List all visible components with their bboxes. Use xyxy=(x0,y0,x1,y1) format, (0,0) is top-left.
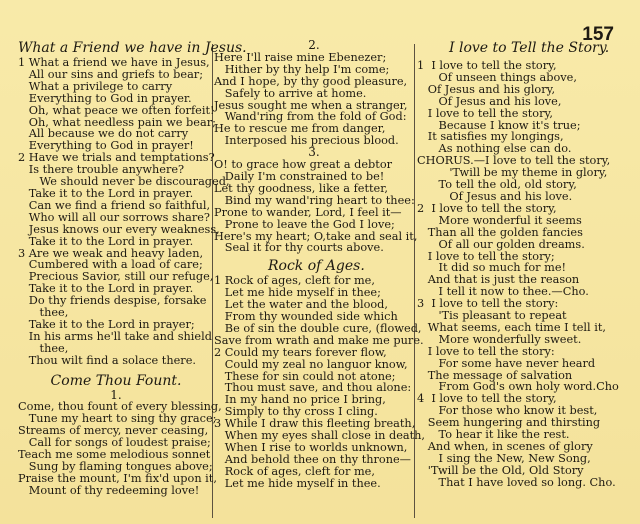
hymn-line: Seem hungering and thirsting xyxy=(417,416,601,430)
hymn-line: What a privilege to carry xyxy=(18,79,173,93)
hymn-line: Seal it for thy courts above. xyxy=(214,241,384,255)
hymn-line: Let thy goodness, like a fetter, xyxy=(214,181,388,195)
hymn-line: CHORUS.—I love to tell the story, xyxy=(417,154,611,168)
hymn-line: 2 Have we trials and temptations? xyxy=(18,151,215,165)
hymn-line: 3 While I draw this fleeting breath, xyxy=(214,417,416,431)
verse-number: 1. xyxy=(110,387,122,402)
hymn-line: Do thy friends despise, forsake xyxy=(18,294,207,308)
hymn-line: Is there trouble anywhere? xyxy=(18,163,185,177)
hymn-line: Let me hide myself in thee. xyxy=(214,476,381,490)
hymn-line: To hear it like the rest. xyxy=(417,428,570,442)
hymn-line: It satisfies my longings, xyxy=(417,130,564,144)
hymn-verses-story xyxy=(417,60,622,489)
hymn-line: In my hand no price I bring, xyxy=(214,393,386,407)
hymn-line: Call for songs of loudest praise; xyxy=(18,436,211,450)
hymn-line: Can we find a friend so faithful, xyxy=(18,198,211,212)
hymn-line: And behold thee on thy throne— xyxy=(214,452,411,466)
hymn-line: Rock of ages, cleft for me, xyxy=(214,464,375,478)
hymn-line: To tell the old, old story, xyxy=(417,178,577,192)
hymn-line: thee, xyxy=(18,341,69,355)
hymn-line: Save from wrath and make me pure. xyxy=(214,333,424,347)
column-divider xyxy=(414,44,415,518)
hymn-line: We should never be discouraged, xyxy=(18,175,230,189)
hymn-line: When I rise to worlds unknown, xyxy=(214,441,408,454)
hymn-line: I sing the New, New Song, xyxy=(417,451,591,465)
column-middle xyxy=(214,38,426,490)
hymn-title-story: I love to Tell the Story. xyxy=(449,40,610,56)
hymn-line: And I hope, by thy good pleasure, xyxy=(214,74,408,88)
hymn-line: Oh, what peace we often forfeit! xyxy=(18,103,215,117)
hymn-line: As nothing else can do. xyxy=(417,142,572,156)
hymn-line: Thou must save, and thou alone: xyxy=(214,381,412,395)
hymn-line: Come, thou fount of every blessing, xyxy=(18,400,222,414)
hymn-line: 'Twill be my theme in glory, xyxy=(417,166,608,180)
hymn-title-fount: Come Thou Fount. xyxy=(50,372,182,389)
hymn-line: Streams of mercy, never ceasing, xyxy=(18,424,209,438)
page-number: 157 xyxy=(582,24,614,45)
hymn-line: From thy wounded side which xyxy=(214,310,398,324)
hymn-line: From God's own holy word.Cho xyxy=(417,380,619,394)
hymn-line: Jesus sought me when a stranger, xyxy=(214,98,408,112)
hymn-line: 4 I love to tell the story, xyxy=(417,392,557,406)
hymn-line: Teach me some melodious sonnet xyxy=(18,448,211,462)
hymn-line: Precious Savior, still our refuge, xyxy=(18,270,214,284)
hymn-line: Here's my heart; O,take and seal it, xyxy=(214,229,418,243)
hymn-line: Daily I'm constrained to be! xyxy=(214,169,385,183)
hymn-line: 1 Rock of ages, cleft for me, xyxy=(214,274,375,288)
hymn-line: Of Jesus and his love. xyxy=(417,189,573,203)
hymn-line: Take it to the Lord in prayer. xyxy=(18,282,194,296)
hymn-line: And when, in scenes of glory xyxy=(417,440,593,453)
hymn-line: Tune my heart to sing thy grace; xyxy=(18,412,217,426)
hymn-title-friend: What a Friend we have in Jesus. xyxy=(18,40,247,56)
hymn-line: I love to tell the story: xyxy=(417,344,555,358)
hymn-verses-fount-2 xyxy=(214,52,414,147)
hymn-line: I tell it now to thee.—Cho. xyxy=(417,285,589,299)
hymn-line: Praise the mount, I'm fix'd upon it, xyxy=(18,471,217,485)
hymn-line: Of Jesus and his love, xyxy=(417,94,562,108)
hymn-line: The message of salvation xyxy=(417,368,573,382)
hymn-line: More wonderfully sweet. xyxy=(417,332,582,346)
hymn-line: Everything to God in prayer! xyxy=(18,139,194,153)
hymn-line: Prone to wander, Lord, I feel it— xyxy=(214,205,402,219)
hymn-line: Of unseen things above, xyxy=(417,70,577,84)
hymn-line: 1 I love to tell the story, xyxy=(417,59,557,72)
hymn-line: These for sin could not atone; xyxy=(214,369,396,383)
hymn-line: It did so much for me! xyxy=(417,261,567,275)
hymn-line: Of all our golden dreams. xyxy=(417,237,585,251)
hymn-line: Let me hide myself in thee; xyxy=(214,286,381,300)
hymn-line: 3 I love to tell the story: xyxy=(417,297,559,311)
hymn-line: Wand'ring from the fold of God: xyxy=(214,110,407,124)
hymn-line: More wonderful it seems xyxy=(417,213,582,227)
column-right xyxy=(417,40,622,489)
hymn-line: Cumbered with a load of care; xyxy=(18,258,203,272)
hymn-line: Because I know it's true; xyxy=(417,118,581,132)
hymn-line: That I have loved so long. Cho. xyxy=(417,475,616,489)
hymn-line: Let the water and the blood, xyxy=(214,298,388,312)
hymn-line: In his arms he'll take and shield xyxy=(18,329,212,343)
hymn-line: Of Jesus and his glory, xyxy=(417,82,556,96)
column-left xyxy=(18,40,247,497)
hymn-verses-fount xyxy=(18,400,222,497)
hymn-verses-friend xyxy=(18,56,230,367)
hymn-line: Oh, what needless pain we bear; xyxy=(18,115,216,129)
hymn-line: Here I'll raise mine Ebenezer; xyxy=(214,50,387,64)
hymn-line: 2 Could my tears forever flow, xyxy=(214,345,387,359)
hymn-line: Who will all our sorrows share? xyxy=(18,210,210,224)
hymn-line: Simply to thy cross I cling. xyxy=(214,405,378,419)
verse-number: 3. xyxy=(308,145,320,160)
hymn-line: Everything to God in prayer. xyxy=(18,91,192,105)
hymn-line: When my eyes shall close in death, xyxy=(214,429,426,443)
hymn-line: I love to tell the story, xyxy=(417,106,553,120)
hymn-line: 2 I love to tell the story, xyxy=(417,201,557,215)
hymn-line: Take it to the Lord in prayer; xyxy=(18,317,195,331)
hymn-line: Could my zeal no languor know, xyxy=(214,357,408,371)
hymn-verses-fount-3 xyxy=(214,158,418,255)
hymn-line: I love to tell the story; xyxy=(417,249,555,263)
hymn-title-rock: Rock of Ages. xyxy=(268,258,365,275)
hymn-line: thee, xyxy=(18,306,69,320)
hymn-line: All our sins and griefs to bear; xyxy=(18,67,204,81)
hymn-line: Hither by thy help I'm come; xyxy=(214,62,390,76)
hymn-line: 'Tis pleasant to repeat xyxy=(417,309,567,323)
hymn-line: Mount of thy redeeming love! xyxy=(18,483,200,497)
hymn-line: 'Twill be the Old, Old Story xyxy=(417,463,584,477)
hymn-line: Than all the golden fancies xyxy=(417,225,583,239)
hymn-verses-rock xyxy=(214,274,426,490)
hymn-line: Safely to arrive at home. xyxy=(214,86,367,100)
hymn-line: 3 Are we weak and heavy laden, xyxy=(18,246,204,260)
hymn-line: Be of sin the double cure, (flowed, xyxy=(214,321,422,335)
hymn-line: Bind my wand'ring heart to thee: xyxy=(214,193,415,207)
hymn-line: And that is just the reason xyxy=(417,273,580,287)
hymn-line: Take it to the Lord in prayer. xyxy=(18,186,194,200)
hymn-line: He to rescue me from danger, xyxy=(214,122,386,136)
hymn-line: 1 What a friend we have in Jesus, xyxy=(18,56,210,69)
hymn-line: What seems, each time I tell it, xyxy=(417,320,606,334)
hymn-line: Thou wilt find a solace there. xyxy=(18,353,196,367)
hymn-line: O! to grace how great a debtor xyxy=(214,158,393,172)
hymn-line: Jesus knows our every weakness, xyxy=(18,222,220,236)
hymn-line: Take it to the Lord in prayer. xyxy=(18,234,194,248)
verse-number: 2. xyxy=(308,38,320,52)
hymn-line: For some have never heard xyxy=(417,356,596,370)
hymn-line: Prone to leave the God I love; xyxy=(214,217,395,231)
hymn-line: Sung by flaming tongues above; xyxy=(18,460,213,473)
hymn-line: Interposed his precious blood. xyxy=(214,134,399,148)
hymn-line: All because we do not carry xyxy=(18,127,189,141)
hymn-line: For those who know it best, xyxy=(417,404,598,418)
